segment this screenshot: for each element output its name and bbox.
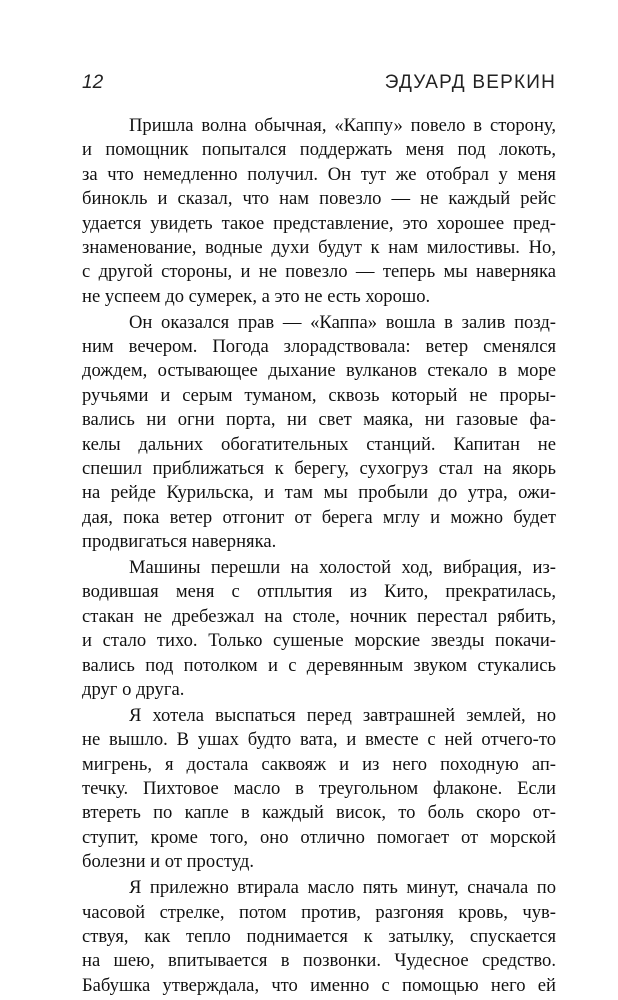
text-line: друг о друга. [82,678,185,700]
text-line: с другой стороны, и не повезло — теперь мы наверняка [82,261,556,283]
text-line: ствуя, как тепло поднимается к затылку, спускается [82,925,556,947]
text-line: Бабушка утверждала, что именно с помощью него ей [82,974,556,996]
text-line: ним вечером. Погода злорадствовала: ветер сменялся [82,336,556,358]
text-line: втереть по капле в каждый висок, то боль скоро от- [82,802,556,824]
text-line: мигрень, я достала саквояж и из него походную ап- [82,753,556,775]
text-line: часовой стрелке, потом против, разгоняя кровь, чув- [82,901,556,923]
text-line: знаменование, водные духи будут к нам милостивы. Но, [82,236,556,258]
text-line: продвигаться наверняка. [82,531,277,553]
text-line: Я хотела выспаться перед завтрашней землей, но [129,704,556,726]
paragraph [82,876,556,998]
text-body [82,114,556,1000]
paragraph [82,311,556,555]
text-line: келы дальних обогатительных станций. Капитан не [82,433,556,455]
text-line: ступит, кроме того, оно отлично помогает от морской [82,826,556,848]
paragraph [82,704,556,875]
text-line: удается увидеть такое представление, это хорошее пред- [82,212,556,234]
text-line: и помощник попытался поддержать меня под локоть, [82,139,556,161]
text-line: на шею, впитывается в позвонки. Чудесное средство. [82,950,556,972]
text-line: болезни и от простуд. [82,851,254,873]
text-line: и стало тихо. Только сушеные морские звезды покачи- [82,630,556,652]
text-line: водившая меня с отплытия из Кито, прекратилась, [82,581,556,603]
text-line: стакан не дребезжал на столе, ночник перестал рябить, [82,605,556,627]
text-line: Я прилежно втирала масло пять минут, сначала по [129,877,556,899]
text-line: Пришла волна обычная, «Каппу» повело в сторону, [129,115,556,136]
text-line: Машины перешли на холостой ход, вибрация, из- [129,557,556,579]
text-line: вались ни огни порта, ни свет маяка, ни газовые фа- [82,409,556,431]
page-header [82,72,556,98]
text-line: бинокль и сказал, что нам повезло — не каждый рейс [82,188,556,210]
text-line: не успеем до сумерек, а это не есть хорошо. [82,285,431,307]
text-line: течку. Пихтовое масло в треугольном флаконе. Если [82,778,556,800]
paragraph [82,556,556,702]
text-line: ручьями и серым туманом, сквозь который не проры- [82,384,556,406]
text-line: Он оказался прав — «Каппа» вошла в залив позд- [129,311,556,333]
paragraph [82,114,556,309]
running-head: ЭДУАРД ВЕРКИН [384,72,556,93]
page-number: 12 [82,72,104,93]
text-line: вались под потолком и с деревянным звуком стукались [82,654,556,676]
text-line: дождем, остывающее дыхание вулканов стекало в море [82,360,556,382]
text-line: на рейде Курильска, и там мы пробыли до утра, ожи- [82,482,556,504]
text-line: за что немедленно получил. Он тут же отобрал у меня [82,163,556,185]
text-line: спешил приближаться к берегу, сухогруз стал на якорь [82,457,556,479]
text-line: не вышло. В ушах будто вата, и вместе с ней отчего-то [82,729,556,751]
text-line: дая, пока ветер отгонит от берега мглу и можно будет [82,506,556,528]
